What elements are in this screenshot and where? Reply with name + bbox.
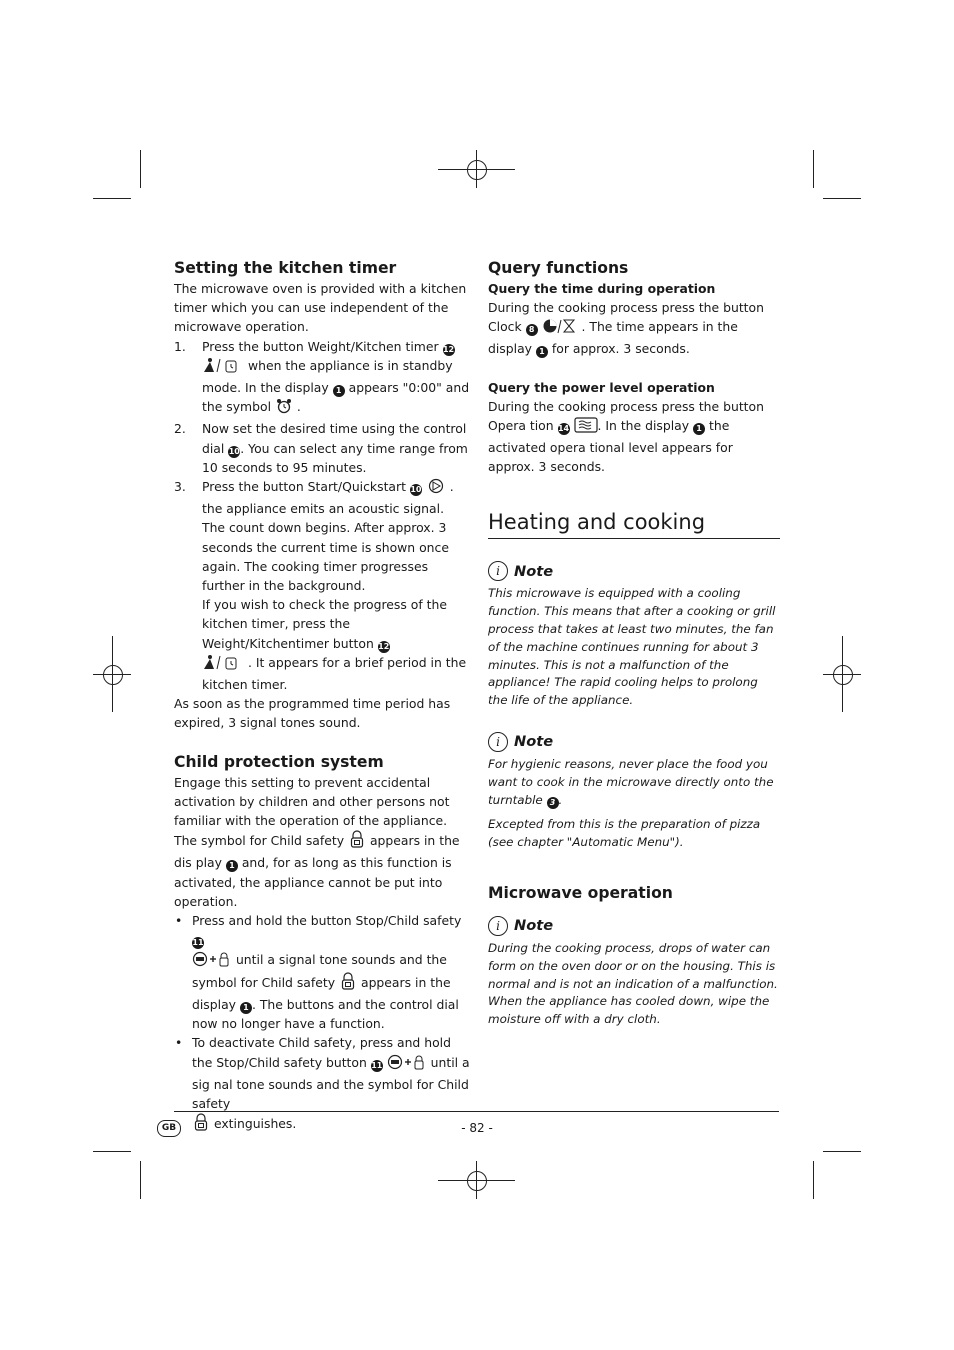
- note-header: [488, 916, 780, 936]
- ref-number: 1: [226, 860, 238, 872]
- query-power-text: During the cooking process press the button Opera tion 14 . In the display 1 the activated opera tional level appears for approx. 3 seconds.: [488, 398, 764, 475]
- info-icon: i: [488, 561, 508, 581]
- note-pizza-exception: Excepted from this is the preparation of pizza (see chapter "Automatic Menu").: [488, 817, 761, 850]
- step-item: 3. Press the button Start/Quickstart 10 . the appliance emits an acoustic signal. The count down begins. After approx. 3 seconds the current time is shown once again. The cooking timer progresses further in the background. If you wish to check the progress of the kitchen timer, press the Weight/Kitchentimer button 12 . It appears for a brief period in the kitchen timer.: [174, 479, 467, 693]
- note-condensation: During the cooking process, drops of water can form on the oven door or on the housing. This is normal and is not an indication of a malfunction. When the appliance has cooled down, wipe the moisture off with a dry cloth.: [488, 940, 778, 1027]
- child-safety-lock-icon: [339, 972, 357, 995]
- step-item: 1. Press the button Weight/Kitchen timer 12 when the appliance is in standby mode. In the display 1 appears "0:00" and the symbol .: [174, 337, 470, 420]
- note-title: Note: [514, 733, 554, 751]
- microwave-operation-heading: Microwave operation: [488, 883, 673, 902]
- alarm-clock-icon: [275, 398, 293, 419]
- bullet-item: • To deactivate Child safety, press and hold the Stop/Child safety button 11 until a sig nal tone sounds and the symbol for Child safety extinguishes.: [174, 1033, 470, 1136]
- child-safety-lock-icon: [348, 830, 366, 853]
- ref-number: 12: [378, 641, 390, 651]
- note-header: [488, 561, 780, 581]
- ref-number: 14: [557, 423, 570, 433]
- clock-hourglass-icon: [542, 318, 578, 339]
- weight-kitchen-timer-icon: [202, 654, 244, 675]
- footer-divider: [174, 1111, 779, 1112]
- heating-cooking-heading: Heating and cooking: [488, 508, 780, 539]
- stop-plus-lock-icon: [387, 1054, 427, 1075]
- query-time-text: During the cooking process press the button Clock 8 . The time appears in the display 1 for approx. 3 seconds.: [488, 300, 764, 357]
- ref-number: 11: [192, 938, 204, 948]
- ref-number: 1: [240, 1002, 252, 1014]
- query-time-subheading: Query the time during operation: [488, 281, 716, 296]
- ref-number: 1: [693, 423, 705, 435]
- kitchen-timer-intro: The microwave oven is provided with a kitchen timer which you can use independent of the microwave operation.: [174, 281, 467, 335]
- ref-number: 10: [410, 485, 422, 495]
- left-column: [174, 257, 470, 1136]
- kitchen-timer-steps: [174, 337, 470, 695]
- child-protection-intro: Engage this setting to prevent accidental activation by children and other persons not familiar with the operation of the appliance.: [174, 774, 450, 829]
- query-power-subheading: Query the power level operation: [488, 379, 715, 395]
- ref-number: 1: [536, 346, 548, 358]
- info-icon: i: [488, 732, 508, 752]
- child-safety-symbol-text: The symbol for Child safety appears in the dis play 1 and, for as long as this function is activated, the appliance cannot be put into operation.: [174, 830, 470, 911]
- note-title: Note: [514, 917, 554, 935]
- kitchen-timer-end: As soon as the programmed time period has expired, 3 signal tones sound.: [174, 696, 451, 731]
- right-column: [488, 257, 780, 1029]
- ref-number: 8: [526, 324, 538, 336]
- info-icon: i: [488, 916, 508, 936]
- page-number: - 82 -: [461, 1121, 493, 1135]
- stop-plus-lock-icon: [192, 951, 232, 972]
- note-hygiene: For hygienic reasons, never place the food you want to cook in the microwave directly onto the turntable 3 .: [488, 757, 774, 807]
- kitchen-timer-heading: Setting the kitchen timer: [174, 259, 397, 277]
- start-quickstart-icon: [426, 478, 446, 499]
- ref-number: 1: [333, 385, 345, 397]
- bullet-item: • Press and hold the button Stop/Child safety 11 until a signal tone sounds and the symbol for Child safety appears in the display 1 . The buttons and the control dial now no longer have a function.: [175, 913, 462, 1032]
- child-protection-heading: Child protection system: [174, 752, 384, 771]
- ref-number: 12: [442, 344, 455, 354]
- query-functions-heading: Query functions: [488, 259, 629, 277]
- child-safety-bullets: [174, 911, 470, 1136]
- note-title: Note: [514, 562, 554, 580]
- ref-number: 3: [547, 797, 559, 809]
- language-badge: GB: [157, 1120, 181, 1137]
- weight-kitchen-timer-icon: [202, 357, 244, 378]
- note-cooling-function: This microwave is equipped with a cooling function. This means that after a cooking or grill process that takes at least two minutes, the fan of the machine continues running for about 3 minutes. This is not a malfunction of the appliance! The rapid cooling helps to prolong the life of the appliance.: [488, 586, 776, 708]
- step-item: 2. Now set the desired time using the control dial 10. You can select any time range from 10 seconds to 95 minutes.: [174, 421, 468, 475]
- ref-number: 10: [228, 446, 240, 456]
- note-header: [488, 732, 780, 752]
- ref-number: 11: [371, 1060, 383, 1070]
- operation-microwave-icon: [574, 417, 598, 438]
